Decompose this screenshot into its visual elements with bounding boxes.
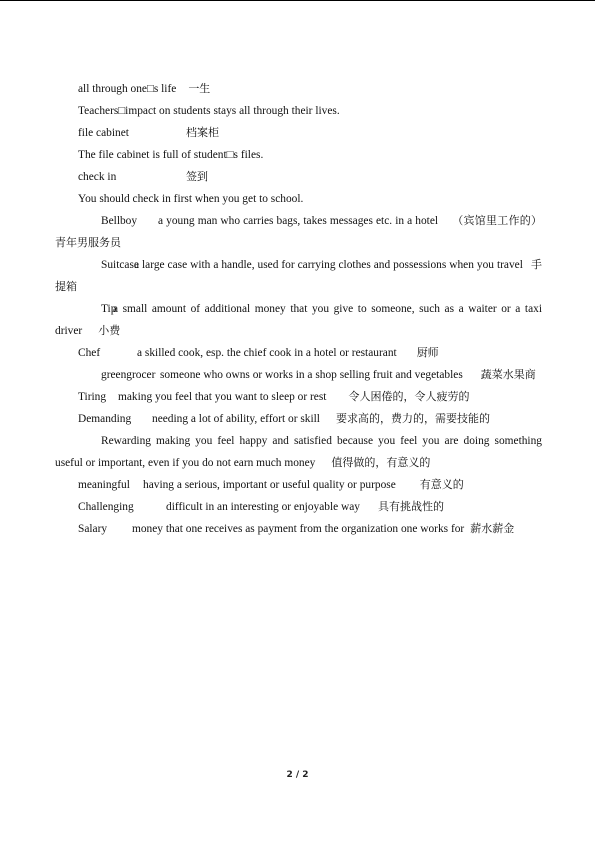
phrase-entry [55, 166, 542, 188]
vocab-term: Tip [101, 303, 117, 315]
phrase-term: file cabinet [78, 127, 129, 139]
vocab-term: Suitcase [101, 259, 139, 271]
top-rule [0, 0, 595, 1]
phrase-translation: 档案柜 [186, 126, 219, 139]
example-sentence: Teachers□impact on students stays all through their lives. [78, 105, 340, 117]
vocab-definition: making you feel that you want to sleep or rest [118, 391, 327, 403]
vocab-entry [55, 386, 542, 408]
vocab-definition: having a serious, important or useful quality or purpose [143, 479, 396, 491]
vocab-term: Demanding [78, 413, 132, 425]
vocab-term: greengrocer [101, 369, 156, 381]
vocab-definition: a skilled cook, esp. the chief cook in a hotel or restaurant [137, 347, 397, 359]
vocab-term: Salary [78, 523, 108, 535]
vocab-entry [55, 298, 542, 342]
vocab-entry [55, 364, 542, 386]
vocab-definition: difficult in an interesting or enjoyable way [166, 501, 361, 513]
phrase-term: check in [78, 171, 117, 183]
vocab-term: Challenging [78, 501, 134, 513]
vocab-translation: 小费 [98, 324, 121, 337]
vocab-entry [55, 474, 542, 496]
vocab-definition: making you feel happy and satisfied because you feel you are doing something useful or important, even if you do not earn much money [55, 435, 542, 469]
vocab-definition: money that one receives as payment from the organization one works for [132, 523, 465, 535]
vocab-entry [55, 408, 542, 430]
vocab-translation: 具有挑战性的 [378, 500, 445, 513]
vocab-translation: 厨师 [416, 346, 439, 359]
vocab-term: meaningful [78, 479, 130, 491]
vocab-definition: a small amount of additional money that you give to someone, such as a waiter or a taxi driver [55, 303, 542, 337]
vocab-term: Tiring [78, 391, 107, 403]
vocab-translation: 令人困倦的，令人疲劳的 [348, 390, 470, 403]
vocab-translation: 蔬菜水果商 [480, 368, 536, 381]
vocab-definition: a large case with a handle, used for carrying clothes and possessions when you travel [134, 259, 523, 271]
vocab-entry [55, 210, 542, 254]
vocab-term: Chef [78, 347, 101, 359]
phrase-translation: 签到 [186, 170, 208, 183]
vocab-entry [55, 430, 542, 474]
page-number: 2 / 2 [286, 770, 309, 780]
vocab-translation: 值得做的，有意义的 [331, 456, 431, 469]
vocab-entry [55, 496, 542, 518]
vocab-entry [55, 254, 542, 298]
vocab-translation: 薪水薪金 [470, 522, 515, 535]
phrase-entry [55, 78, 542, 100]
vocab-translation: 要求高的，费力的，需要技能的 [335, 412, 490, 425]
phrase-translation: 一生 [188, 82, 211, 95]
vocab-translation: 有意义的 [419, 478, 464, 491]
vocab-translation: 手提箱 [55, 258, 542, 293]
vocab-entry [55, 518, 542, 540]
vocab-translation: （宾馆里工作的）青年男服务员 [55, 214, 542, 249]
document-body [55, 78, 542, 540]
vocab-entry [55, 342, 542, 364]
vocab-definition: someone who owns or works in a shop selling fruit and vegetables [160, 369, 463, 381]
vocab-definition: a young man who carries bags, takes messages etc. in a hotel [158, 215, 439, 227]
vocab-definition: needing a lot of ability, effort or skill [152, 413, 320, 425]
example-sentence: You should check in first when you get to school. [78, 193, 304, 205]
phrase-entry [55, 122, 542, 144]
vocab-term: Bellboy [101, 215, 138, 227]
phrase-term: all through one□s life [78, 83, 177, 95]
example-sentence: The file cabinet is full of student□s files. [78, 149, 264, 161]
vocab-term: Rewarding [101, 435, 151, 447]
